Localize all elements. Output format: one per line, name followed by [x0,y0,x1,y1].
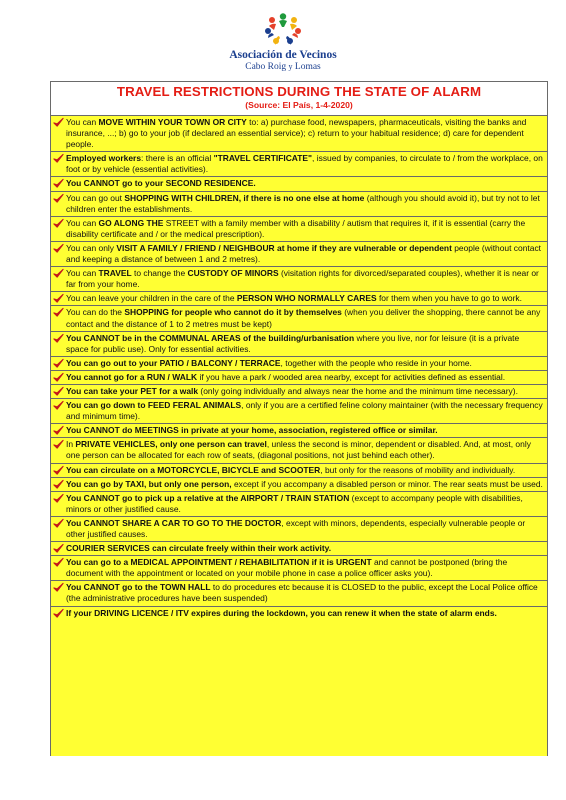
item-bold-text: You CANNOT do MEETINGS in private at your home, association, registered office or similar. [66,425,438,436]
list-item [51,267,547,292]
item-bold-text: SHOPPING for people who cannot do it by themselves [124,307,342,318]
item-text: and cannot be postponed (bring the document with the appointment or located on your mobile phone in case a police officer asks you). [66,557,508,579]
list-item [51,492,547,517]
checkmark-icon [53,117,64,128]
list-item [51,152,547,177]
list-item [51,517,547,542]
item-bold-text: You can go by TAXI, but only one person, [66,478,232,489]
checkmark-icon [53,178,64,189]
checkmark-icon [53,153,64,164]
list-item [51,385,547,399]
item-text: except if you accompany a disabled person or minor. The rear seats must be used. [231,478,543,489]
item-text: , only if you are a certified feline colony maintainer (with the necessary frequency and minimum time). [66,400,543,422]
people-emblem-icon [260,12,306,48]
item-text: if you have a park / wooded area nearby, except for activities defined as essential. [197,371,506,382]
list-item [51,542,547,556]
item-bold-text: If your DRIVING LICENCE / ITV expires during the lockdown, you can renew it when the state of alarm ends. [66,607,497,618]
item-text: , unless the second is minor, dependent or disabled. And, at most, only one person can be allocated for each row of seats, (diagonal positions, not just behind each other). [66,439,531,461]
item-text: STREET with a family member with a disability / autism that requires it, if it is essential (carry the disability certificate and / or the medical prescription). [66,217,526,239]
checkmark-icon [53,582,64,593]
page-title: TRAVEL RESTRICTIONS DURING THE STATE OF ALARM [116,84,482,99]
checkmark-icon [53,518,64,529]
item-text: for them when you have to go to work. [376,293,522,304]
item-bold-text: You CANNOT go to pick up a relative at the AIRPORT / TRAIN STATION [66,492,350,503]
checkmark-icon [53,386,64,397]
item-bold-text: You CANNOT go to the TOWN HALL [66,582,211,593]
item-text: (only going individually and always near the home and the minimum time necessary). [198,385,518,396]
item-text: In [66,439,76,450]
item-text: to: a) purchase food, newspapers, pharmaceuticals, visiting the banks and insurance, ...; b) go to your job (if declared an essential service); c) return to your habitual residence; d) care for dependent people. [66,117,527,150]
list-item [51,217,547,242]
list-item [51,581,547,606]
list-item [51,371,547,385]
checkmark-icon [53,608,64,619]
item-text: to do procedures etc because it is CLOSED to the public, except the Local Police office (the administrative procedures have been suspended) [66,582,538,604]
item-text: , issued by companies, to circulate to / from the workplace, on foot or by vehicle (essential activities). [66,153,543,175]
list-item [51,177,547,191]
item-text: (when you deliver the shopping, there cannot be any contact and the distance of 1 to 2 metres must be kept) [66,307,541,329]
item-text: , but only for the reasons of mobility and individually. [320,464,516,475]
item-bold-text: "TRAVEL CERTIFICATE" [213,153,313,164]
item-text: , except with minors, dependents, especially vulnerable people or other justified causes. [66,517,526,539]
list-item [51,556,547,581]
list-item [51,192,547,217]
list-item [51,399,547,424]
association-logo [0,12,566,78]
list-item [51,242,547,267]
list-item [51,332,547,357]
org-sub-y: y [288,62,293,71]
checkmark-icon [53,268,64,279]
checkmark-icon [53,307,64,318]
source-line: (Source: El País, 1-4-2020) [245,100,353,110]
item-text: people (without contact and keeping a distance of between 1 and 2 metres). [66,242,542,265]
item-text: You can go out [66,192,125,203]
list-item [51,438,547,463]
item-bold-text: You can go down to FEED FERAL ANIMALS [66,400,242,411]
checkmark-icon [53,465,64,476]
item-bold-text: You CANNOT go to your SECOND RESIDENCE. [66,178,256,189]
checkmark-icon [53,293,64,304]
list-item [51,357,547,371]
item-bold-text: You can take your PET for a walk [66,385,199,396]
item-bold-text: TRAVEL [98,268,132,279]
item-text: You can do the [66,307,125,318]
checkmark-icon [53,425,64,436]
item-bold-text: You can go to a MEDICAL APPOINTMENT / REHABILITATION if it is URGENT [66,557,372,568]
list-item [51,607,547,620]
item-text: You can [66,268,99,279]
checkmark-icon [53,543,64,554]
checkmark-icon [53,358,64,369]
item-text: : there is an official [141,153,214,164]
item-bold-text: CUSTODY OF MINORS [187,268,279,279]
item-bold-text: COURIER SERVICES can circulate freely within their work activity. [66,543,332,554]
restrictions-list [51,116,547,756]
checkmark-icon [53,479,64,490]
item-text: You can [66,117,99,127]
item-bold-text: VISIT A FAMILY / FRIEND / NEIGHBOUR at home if they are vulnerable or dependent [116,242,452,253]
checkmark-icon [53,193,64,204]
list-item [51,464,547,478]
list-item [51,116,547,152]
item-text: to change the [131,268,188,279]
org-sub-a: Cabo Roig [245,62,287,72]
item-bold-text: You can go out to your PATIO / BALCONY / TERRACE [66,357,281,368]
list-item [51,478,547,492]
item-bold-text: You CANNOT be in the COMMUNAL AREAS of the building/urbanisation [66,332,355,343]
checkmark-icon [53,557,64,568]
checkmark-icon [53,372,64,383]
item-bold-text: You cannot go for a RUN / WALK [66,371,198,382]
org-name: Asociación de Vecinos [229,49,337,61]
checkmark-icon [53,218,64,229]
checkmark-icon [53,400,64,411]
org-subtitle [0,62,566,72]
item-bold-text: You can circulate on a MOTORCYCLE, BICYCLE and SCOOTER [66,464,321,475]
checkmark-icon [53,243,64,254]
checkmark-icon [53,333,64,344]
checkmark-icon [53,493,64,504]
item-bold-text: PRIVATE VEHICLES, only one person can travel [75,439,267,450]
org-sub-b: Lomas [294,62,321,72]
item-text: where you live, nor for leisure (it is a private space for public use). Only for essential activities. [66,332,520,354]
item-text: , together with the people who reside in your home. [280,357,472,368]
checkmark-icon [53,439,64,450]
item-bold-text: PERSON WHO NORMALLY CARES [236,293,377,304]
item-bold-text: You CANNOT SHARE A CAR TO GO TO THE DOCTOR [66,517,282,528]
restrictions-sheet [50,81,548,756]
item-text: You can [66,217,99,228]
sheet-header [51,82,547,116]
item-bold-text: SHOPPING WITH CHILDREN, if there is no one else at home [124,192,365,203]
list-item [51,306,547,331]
item-bold-text: Employed workers [66,153,142,164]
item-text: (visitation rights for divorced/separated couples), whether it is near or far from your home. [66,268,539,290]
list-item [51,424,547,438]
item-bold-text: MOVE WITHIN YOUR TOWN OR CITY [98,117,247,127]
item-bold-text: GO ALONG THE [98,217,164,228]
item-text: You can leave your children in the care of the [66,293,237,304]
item-text: (except to accompany people with disabilities, minors or other justified cause. [66,492,523,514]
item-text: (although you should avoid it), but try not to let children enter the establishments. [66,192,540,214]
item-text: You can only [66,242,117,253]
list-item [51,292,547,306]
